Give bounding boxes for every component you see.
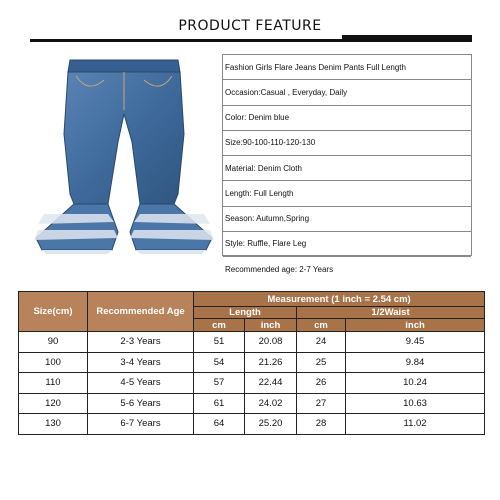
cell-size: 120: [19, 393, 88, 414]
feature-recommended-age: Recommended age: 2-7 Years: [225, 265, 334, 275]
feature-style: Style: Ruffle, Flare Leg: [223, 232, 471, 257]
cell-size: 110: [19, 373, 88, 394]
cell-waist-cm: 27: [297, 393, 346, 414]
feature-color: Color: Denim blue: [223, 106, 471, 131]
table-row: [19, 352, 485, 373]
cell-waist-inch: 10.63: [346, 393, 485, 414]
feature-title: Fashion Girls Flare Jeans Denim Pants Full Length: [223, 55, 471, 80]
flare-jeans-illustration: [28, 54, 222, 256]
header-size: Size(cm): [19, 292, 88, 332]
feature-season: Season: Autumn,Spring: [223, 207, 471, 232]
feature-length: Length: Full Length: [223, 181, 471, 206]
table-row: [19, 414, 485, 435]
header-rule: [30, 39, 472, 42]
header-waist: 1/2Waist: [297, 307, 485, 319]
header-waist-inch: inch: [346, 319, 485, 332]
cell-length-inch: 20.08: [245, 332, 297, 353]
cell-age: 2-3 Years: [88, 332, 194, 353]
cell-length-inch: 22.44: [245, 373, 297, 394]
header-length-cm: cm: [194, 319, 245, 332]
table-row: [19, 332, 485, 353]
cell-size: 100: [19, 352, 88, 373]
size-table: [18, 291, 485, 435]
page-title: PRODUCT FEATURE: [178, 18, 322, 34]
header-recommended-age: Recommended Age: [88, 292, 194, 332]
cell-length-inch: 21.26: [245, 352, 297, 373]
feature-occasion: Occasion:Casual , Everyday, Daily: [223, 80, 471, 105]
table-row: [19, 373, 485, 394]
cell-waist-inch: 9.45: [346, 332, 485, 353]
header-length: Length: [194, 307, 297, 319]
product-image: [28, 54, 222, 256]
table-row: [19, 393, 485, 414]
header-waist-cm: cm: [297, 319, 346, 332]
cell-waist-cm: 25: [297, 352, 346, 373]
feature-size: Size:90-100-110-120-130: [223, 131, 471, 156]
cell-size: 130: [19, 414, 88, 435]
cell-length-cm: 61: [194, 393, 245, 414]
cell-length-inch: 24.02: [245, 393, 297, 414]
cell-age: 6-7 Years: [88, 414, 194, 435]
cell-length-cm: 57: [194, 373, 245, 394]
cell-size: 90: [19, 332, 88, 353]
feature-list: [222, 54, 472, 275]
cell-length-cm: 54: [194, 352, 245, 373]
cell-waist-inch: 9.84: [346, 352, 485, 373]
cell-length-cm: 64: [194, 414, 245, 435]
cell-waist-inch: 10.24: [346, 373, 485, 394]
cell-age: 5-6 Years: [88, 393, 194, 414]
cell-length-inch: 25.20: [245, 414, 297, 435]
cell-waist-cm: 24: [297, 332, 346, 353]
feature-material: Material: Denim Cloth: [223, 156, 471, 181]
cell-waist-cm: 28: [297, 414, 346, 435]
cell-waist-cm: 26: [297, 373, 346, 394]
cell-age: 4-5 Years: [88, 373, 194, 394]
cell-length-cm: 51: [194, 332, 245, 353]
header-measurement: Measurement (1 inch = 2.54 cm): [194, 292, 485, 307]
cell-waist-inch: 11.02: [346, 414, 485, 435]
cell-age: 3-4 Years: [88, 352, 194, 373]
header-length-inch: inch: [245, 319, 297, 332]
